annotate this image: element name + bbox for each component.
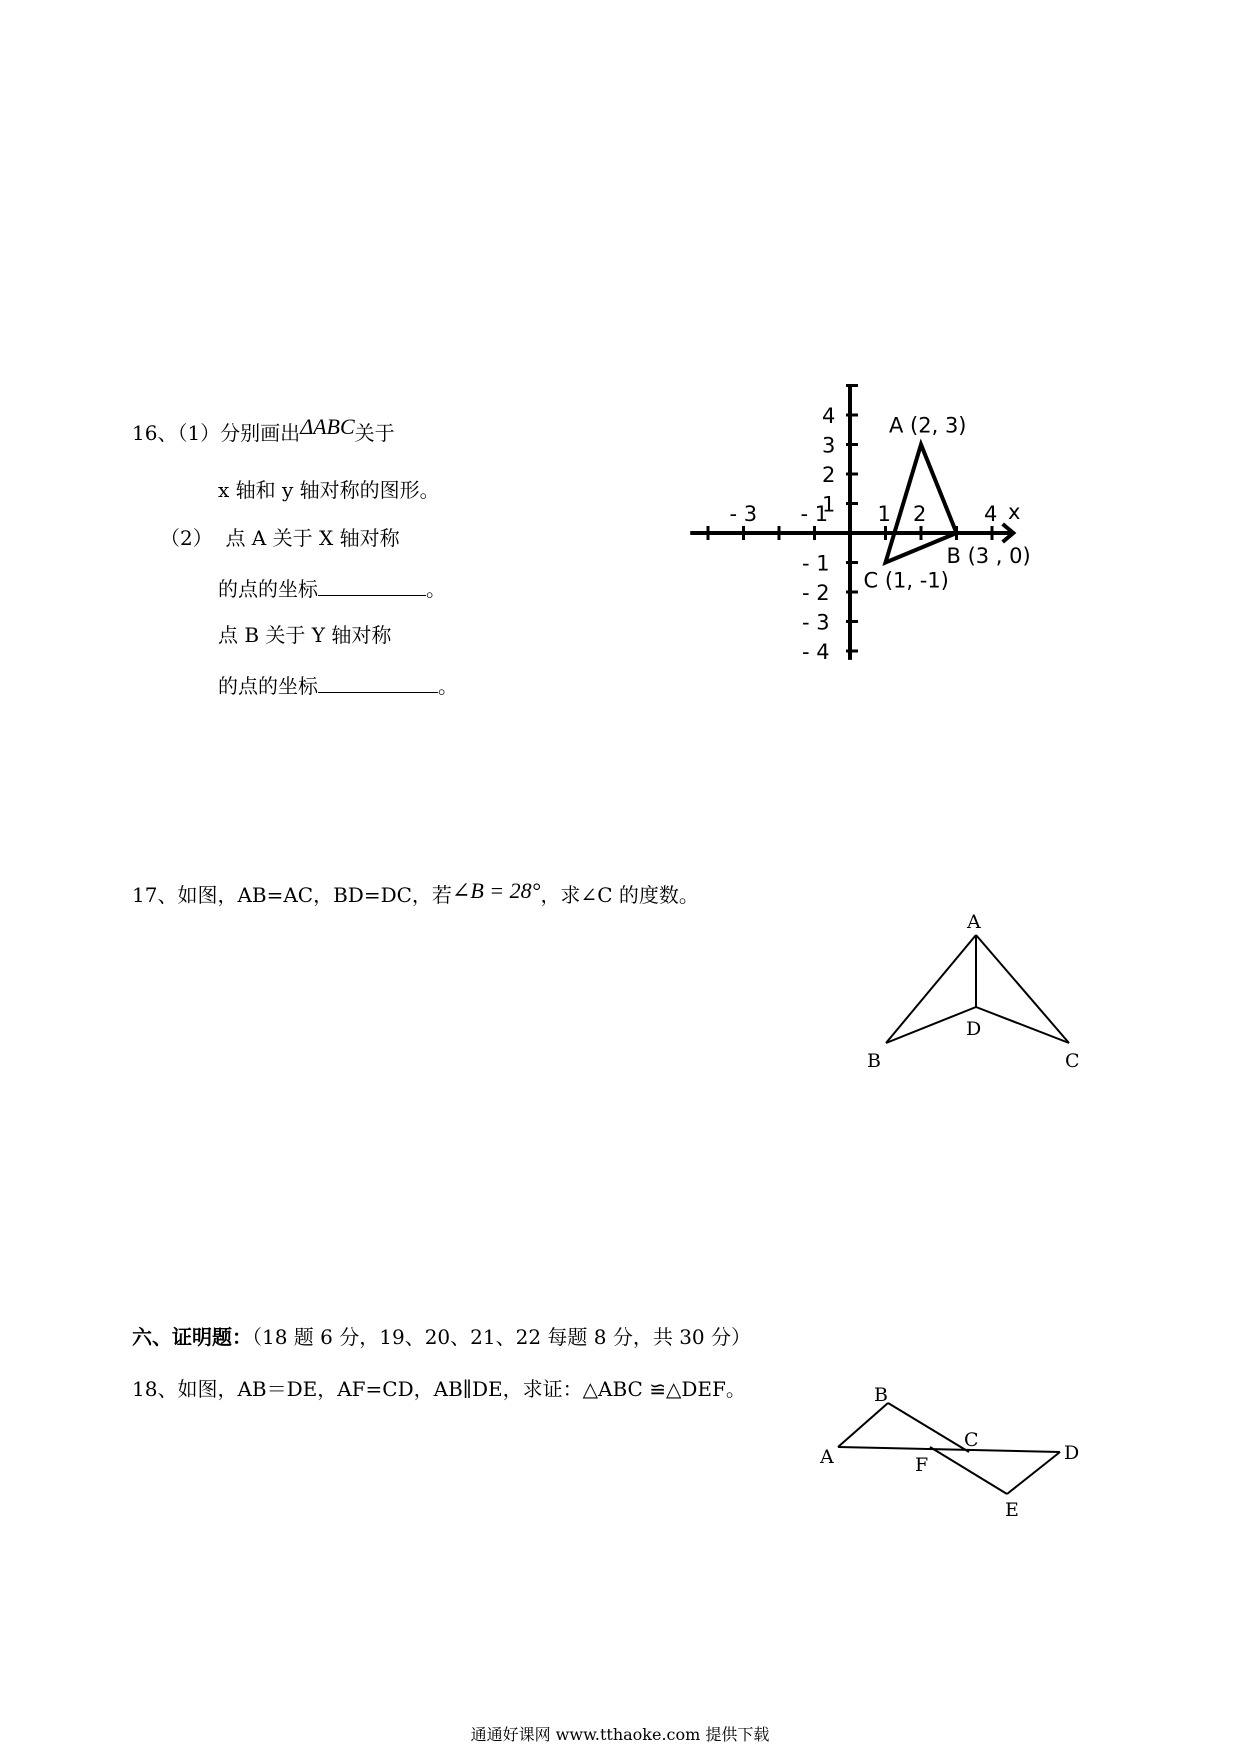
x-tick-label: 1	[877, 502, 891, 526]
q17-label-d: D	[966, 1018, 982, 1040]
q16-part2-text2: 的点的坐标	[218, 577, 318, 601]
q17-label-a: A	[967, 911, 981, 933]
q16-triangle-name: ΔABC	[300, 414, 355, 439]
q17-prefix: 17、如图，AB=AC，BD=DC，若	[132, 883, 452, 907]
q16-part2-line4-end: 。	[438, 674, 458, 698]
q18-segment-ed	[1007, 1452, 1060, 1494]
y-tick-label: 1	[822, 492, 836, 517]
q16-part2-text4: 的点的坐标	[218, 674, 318, 698]
x-tick-label: 4	[984, 502, 998, 526]
section-heading-note: （18 题 6 分，19、20、21、22 每题 8 分，共 30 分）	[252, 1325, 752, 1349]
y-tick-label: - 4	[802, 640, 830, 664]
point-label-a: A (2, 3)	[889, 413, 967, 438]
q16-part2-text1: 点 A 关于 X 轴对称	[225, 526, 400, 550]
point-label-c: C (1, -1)	[863, 568, 949, 593]
q18-label-c: C	[964, 1429, 979, 1451]
q18-line: 18、如图，AB＝DE，AF=CD，AB∥DE，求证：△ABC ≌△DEF。	[132, 1377, 746, 1401]
x-tick-label: 2	[913, 502, 927, 526]
q18-segment-ab	[838, 1403, 888, 1447]
q16-part2-num: （2）	[160, 526, 213, 550]
y-tick-label: 3	[822, 433, 836, 458]
q18-segment-fe	[930, 1447, 1007, 1494]
q16-part2-line3: 点 B 关于 Y 轴对称	[218, 623, 392, 647]
y-tick-label: - 2	[802, 581, 830, 605]
q18-label-e: E	[1005, 1499, 1019, 1521]
q16-line1-suffix: 关于	[354, 421, 395, 445]
q16-line2: x 轴和 y 轴对称的图形。	[218, 478, 440, 502]
footer: 通通好课网 www.tthaoke.com 提供下载	[470, 1725, 770, 1744]
q17-label-c: C	[1065, 1050, 1080, 1072]
x-axis-label: x	[1007, 500, 1021, 524]
y-tick-label: - 3	[802, 610, 830, 635]
q18-label-f: F	[915, 1454, 929, 1476]
q18-label-a: A	[820, 1446, 834, 1468]
point-label-b: B (3 , 0)	[946, 544, 1031, 568]
y-tick-label: 2	[822, 463, 836, 487]
q18-segment-bc	[888, 1403, 969, 1452]
y-tick-label: - 1	[802, 551, 830, 576]
q18-label-d: D	[1064, 1442, 1080, 1464]
x-tick-label: - 3	[729, 502, 758, 526]
y-tick-label: 4	[822, 404, 836, 428]
q16-part2-line2-end: 。	[426, 577, 446, 601]
x-tick-label: - 1	[800, 502, 829, 526]
q17-angle-expr: ∠B = 28°	[451, 878, 541, 903]
q16-line1-prefix: 16、（1）分别画出	[132, 421, 301, 445]
q17-label-b: B	[867, 1050, 881, 1072]
q18-segment-ad	[838, 1447, 1060, 1452]
q17-suffix: ，求∠C 的度数。	[540, 883, 699, 907]
section-heading-title: 六、证明题：	[132, 1325, 252, 1349]
q18-label-b: B	[874, 1384, 888, 1406]
